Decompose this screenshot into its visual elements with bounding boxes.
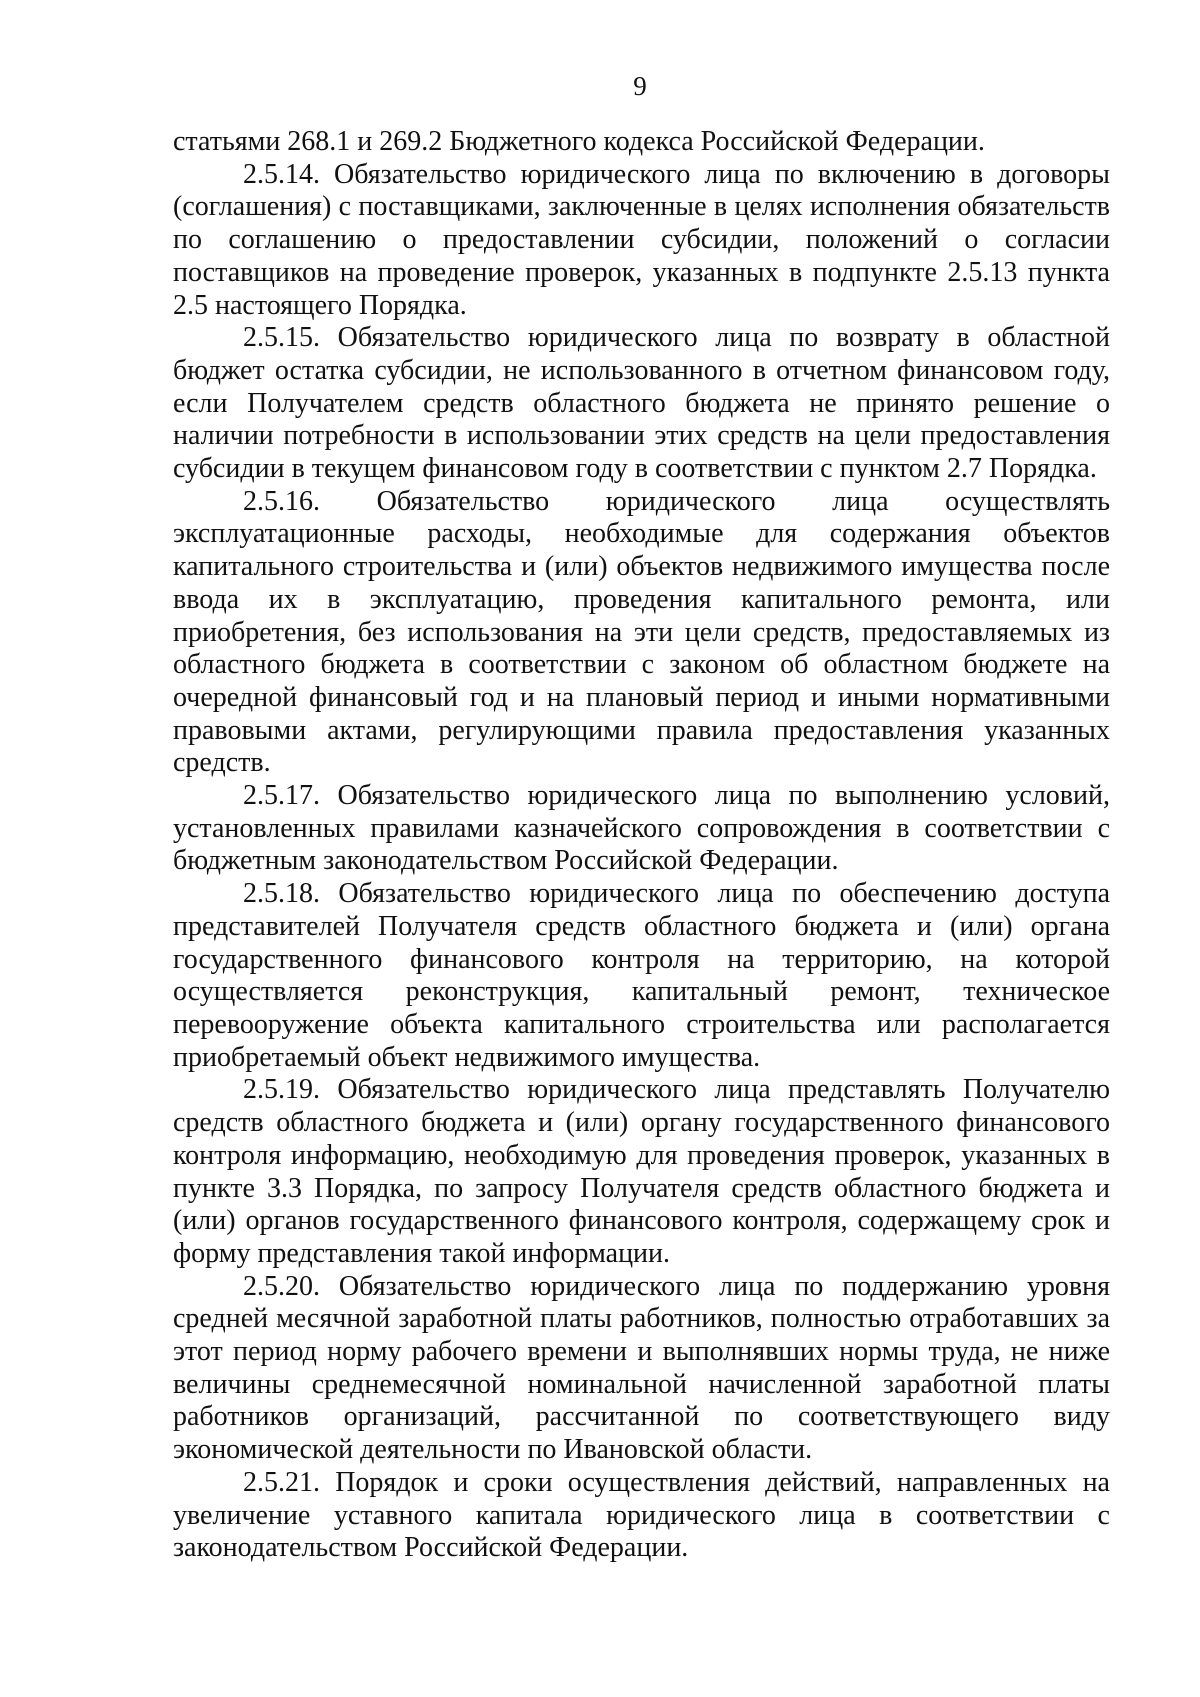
paragraph-continuation: статьями 268.1 и 269.2 Бюджетного кодекса Российской Федерации. bbox=[173, 126, 985, 157]
paragraph-2-5-17: 2.5.17. Обязательство юридического лица по выполнению условий, установленных правилами казначейского сопровождения в соответствии с бюджетным законодательством Российской Федерации. bbox=[173, 780, 1110, 877]
paragraph-2-5-19: 2.5.19. Обязательство юридического лица представлять Получателю средств областного бюджета и (или) органу государственного финансового контроля информацию, необходимую для проведения проверок, указанных в пункте 3.3 Порядка, по запросу Получателя средств областного бюджета и (или) органов государственного финансового контроля, содержащему срок и форму представления такой информации. bbox=[173, 1074, 1110, 1269]
paragraph-2-5-16: 2.5.16. Обязательство юридического лица осуществлять эксплуатационные расходы, необходимые для содержания объектов капитального строительства и (или) объектов недвижимого имущества после ввода их в эксплуатацию, проведения капитального ремонта, или приобретения, без использования на эти цели средств, предоставляемых из областного бюджета в соответствии с законом об областном бюджете на очередной финансовый год и на плановый период и иными нормативными правовыми актами, регулирующими правила предоставления указанных средств. bbox=[173, 485, 1110, 779]
paragraph-2-5-18: 2.5.18. Обязательство юридического лица по обеспечению доступа представителей Получателя средств областного бюджета и (или) органа государственного финансового контроля на территорию, на которой осуществляется реконструкция, капитальный ремонт, техническое перевооружение объекта капитального строительства или располагается приобретаемый объект недвижимого имущества. bbox=[173, 878, 1110, 1073]
paragraph-2-5-21: 2.5.21. Порядок и сроки осуществления действий, направленных на увеличение уставного капитала юридического лица в соответствии с законодательством Российской Федерации. bbox=[173, 1466, 1110, 1564]
paragraph-2-5-14: 2.5.14. Обязательство юридического лица по включению в договоры (соглашения) с поставщиками, заключенные в целях исполнения обязательств по соглашению о предоставлении субсидии, положений о согласии поставщиков на проведение проверок, указанных в подпункте 2.5.13 пункта 2.5 настоящего Порядка. bbox=[173, 158, 1110, 321]
paragraph-2-5-15: 2.5.15. Обязательство юридического лица по возврату в областной бюджет остатка субсидии, не использованного в отчетном финансовом году, если Получателем средств областного бюджета не принято решение о наличии потребности в использовании этих средств на цели предоставления субсидии в текущем финансовом году в соответствии с пунктом 2.7 Порядка. bbox=[173, 322, 1110, 485]
paragraph-2-5-20: 2.5.20. Обязательство юридического лица по поддержанию уровня средней месячной заработной платы работников, полностью отработавших за этот период норму рабочего времени и выполнявших нормы труда, не ниже величины среднемесячной номинальной начисленной заработной платы работников организаций, рассчитанной по соответствующего виду экономической деятельности по Ивановской области. bbox=[173, 1270, 1110, 1466]
document-body bbox=[173, 126, 1110, 1565]
page-number: 9 bbox=[633, 71, 647, 101]
